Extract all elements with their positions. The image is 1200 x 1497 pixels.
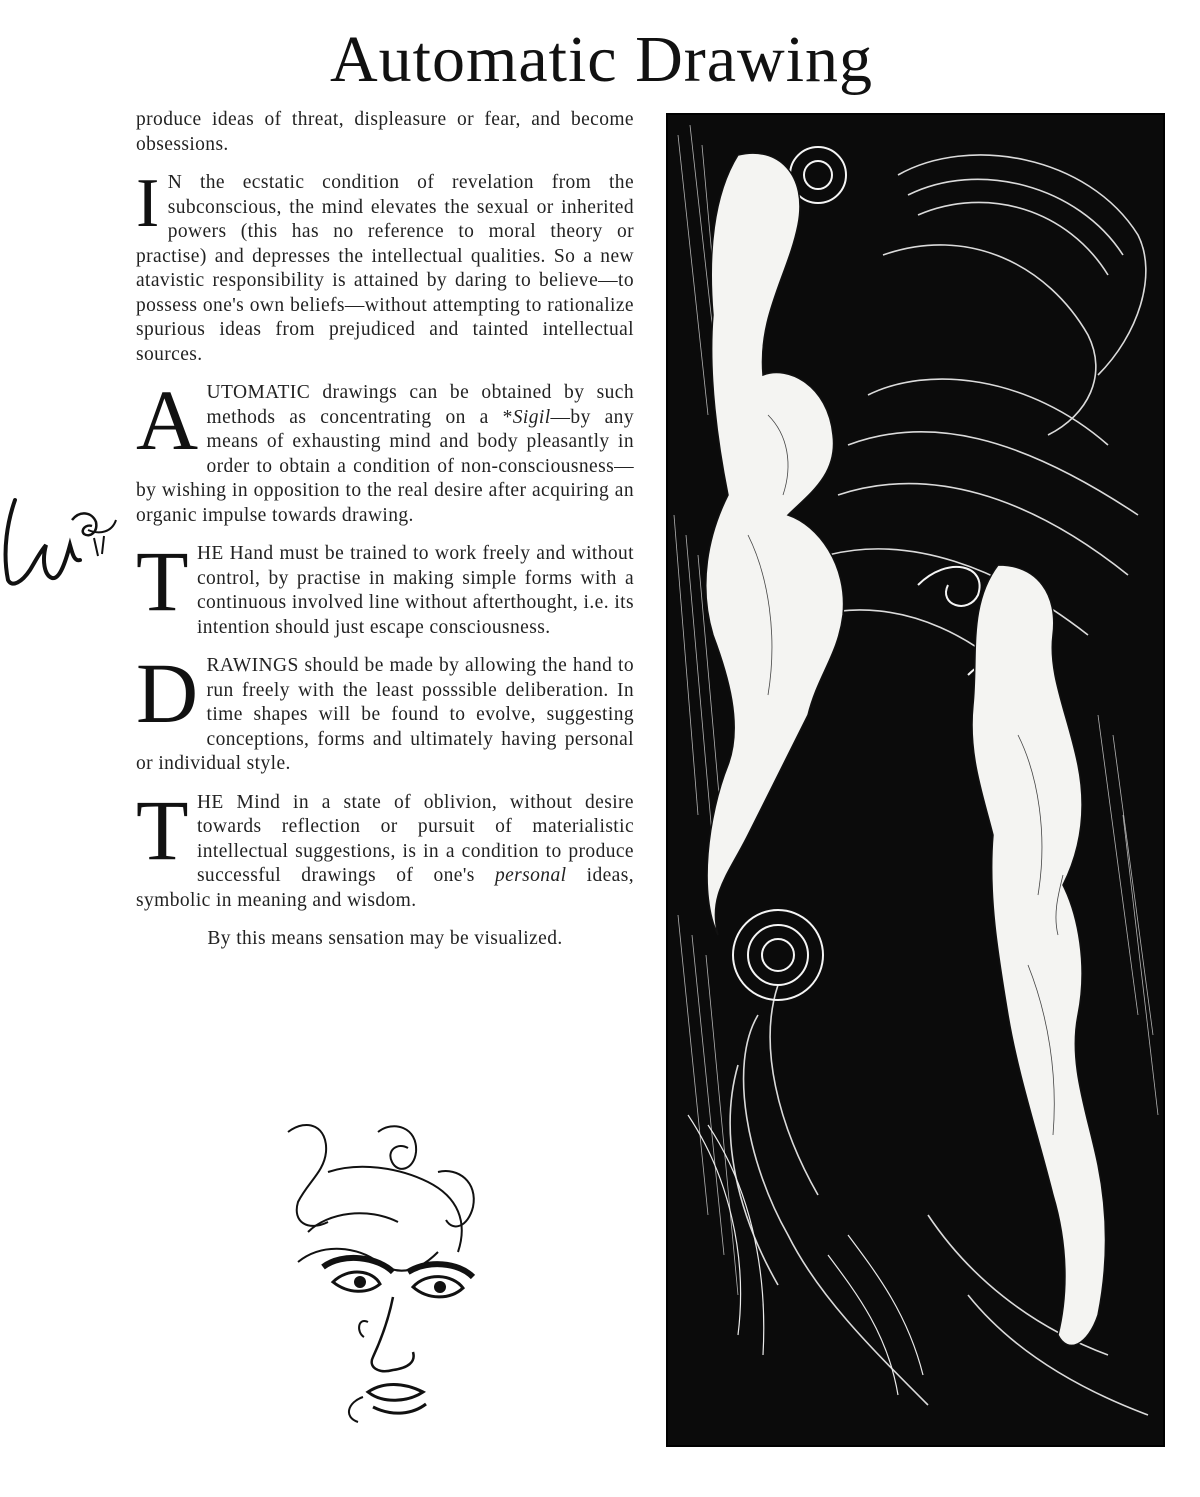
paragraph-text: —by any means of exhausting mind and body pleasantly in order to obtain a condition of non-consciousness—by wishing in opposition to the real desire after acquiring an organic impulse towards drawing. bbox=[136, 406, 634, 526]
paragraph-drawings bbox=[136, 645, 634, 777]
closing-line: By this means sensation may be visualized. bbox=[207, 928, 563, 949]
drop-cap: I bbox=[136, 165, 160, 242]
paragraph-text: UTOMATIC drawings can be obtained by such methods as concentrating on a * bbox=[206, 382, 634, 428]
paragraph-text: RAWINGS should be made by allowing the hand to run freely with the least posssible deliberation. In time shapes will be found to evolve, suggesting conceptions, forms and ultimately having personal or individual style. bbox=[136, 655, 634, 774]
paragraph-hand bbox=[136, 533, 634, 640]
signature-sketch bbox=[0, 490, 125, 595]
paragraph-text: HE Mind in a state of oblivion, without desire towards reflection or pursuit of materialistic intellectual suggestions, is in a condition to produce successful drawings of one's bbox=[196, 791, 634, 886]
paragraph-text: HE Hand must be trained to work freely and without control, by practise in making simple forms with a continuous involved line without afterthought, i.e. its intention should just escape consciousness. bbox=[196, 543, 634, 638]
intro-paragraph: produce ideas of threat, displeasure or fear, and become obsessions. bbox=[136, 109, 634, 155]
paragraph-revelation bbox=[136, 165, 634, 367]
paragraph-mind bbox=[136, 781, 634, 914]
paragraph-automatic bbox=[136, 372, 634, 528]
sigil-word: Sigil bbox=[512, 406, 551, 428]
drop-cap: T bbox=[136, 781, 189, 878]
personal-word: personal bbox=[494, 865, 567, 886]
drop-cap: D bbox=[136, 645, 199, 741]
face-sketch bbox=[268, 1112, 508, 1427]
article-body bbox=[136, 108, 634, 966]
automatic-drawing-illustration bbox=[666, 113, 1165, 1447]
page-title: Automatic Drawing bbox=[330, 23, 874, 96]
drop-cap: T bbox=[136, 533, 189, 629]
drop-cap: A bbox=[136, 372, 199, 468]
paragraph-text: N the ecstatic condition of revelation from the subconscious, the mind elevates the sexual or inherited powers (this has no reference to moral theory or practise) and depresses the intellectual qualities. So a new atavistic responsibility is attained by daring to believe—to possess one's own beliefs—without attempting to rationalize spurious ideas from prejudiced and tainted intellectual sources. bbox=[136, 172, 634, 365]
paragraph-text: ideas, symbolic in meaning and wisdom. bbox=[136, 865, 634, 911]
